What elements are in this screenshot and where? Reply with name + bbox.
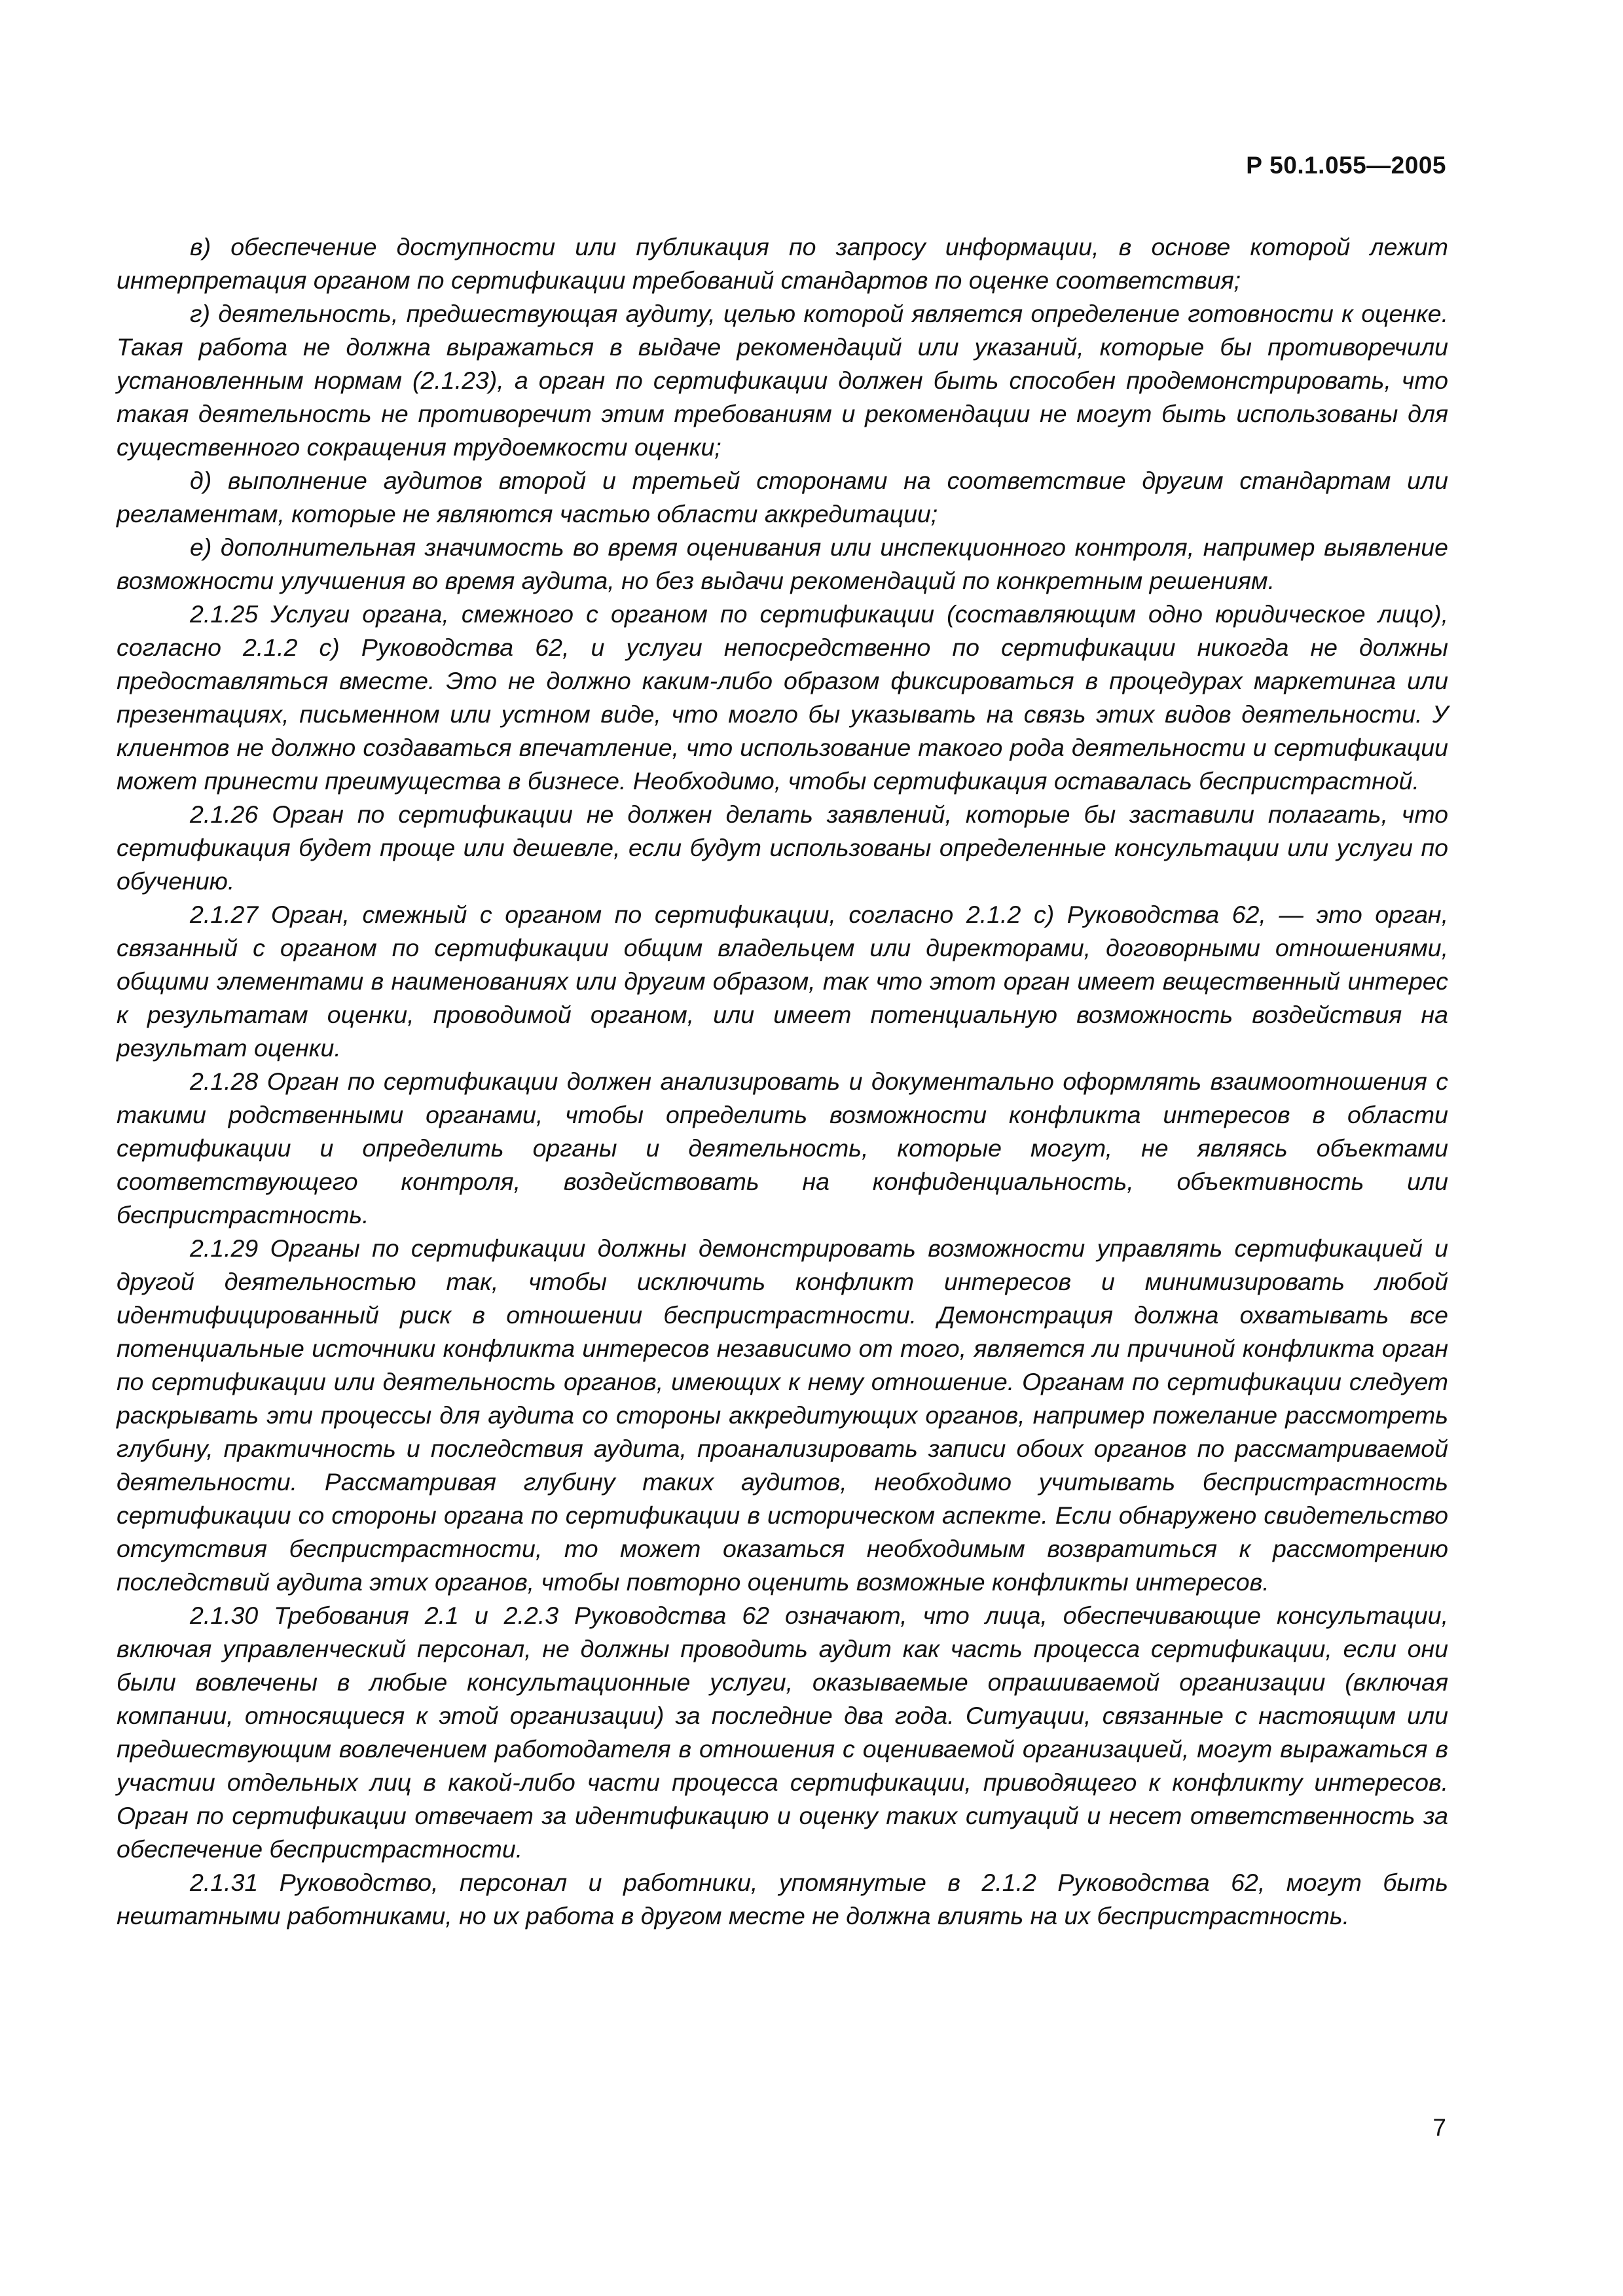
paragraph-2-1-26: 2.1.26 Орган по сертификации не должен делать заявлений, которые бы заставили полагать, что сертификация будет проще или дешевле, если будут использованы определенные консультации или услуги по обучению.: [117, 800, 1448, 895]
document-code: Р 50.1.055—2005: [1246, 152, 1446, 179]
paragraph-2-1-28: 2.1.28 Орган по сертификации должен анализировать и документально оформлять взаимоотношения с такими родственными органами, чтобы определить возможности конфликта интересов в области сертификации и определить органы и деятельность, которые могут, не являясь объектами соответствующего контроля, воздействовать на конфиденциальность, объективность или беспристрастность.: [117, 1067, 1448, 1229]
page-number: 7: [1432, 2114, 1446, 2141]
paragraph-2-1-29: 2.1.29 Органы по сертификации должны демонстрировать возможности управлять сертификацией и другой деятельностью так, чтобы исключить конфликт интересов и минимизировать любой идентифицированный риск в отношении беспристрастности. Демонстрация должна охватывать все потенциальные источники конфликта интересов независимо от того, является ли причиной конфликта орган по сертификации или деятельность органов, имеющих к нему отношение. Органам по сертификации следует раскрывать эти процессы для аудита со стороны аккредитующих органов, например пожелание рассмотреть глубину, практичность и последствия аудита, проанализировать записи обоих органов по рассматриваемой деятельности. Рассматривая глубину таких аудитов, необходимо учитывать беспристрастность сертификации со стороны органа по сертификации в историческом аспекте. Если обнаружено свидетельство отсутствия беспристрастности, то может оказаться необходимым возвратиться к рассмотрению последствий аудита этих органов, чтобы повторно оценить возможные конфликты интересов.: [117, 1234, 1448, 1596]
paragraph-item-v: в) обеспечение доступности или публикация по запросу информации, в основе которой лежит интерпретация органом по сертификации требований стандартов по оценке соответствия;: [117, 233, 1448, 294]
document-body: [117, 230, 1448, 1933]
paragraph-2-1-30: 2.1.30 Требования 2.1 и 2.2.3 Руководства 62 означают, что лица, обеспечивающие консультации, включая управленческий персонал, не должны проводить аудит как часть процесса сертификации, если они были вовлечены в любые консультационные услуги, оказываемые опрашиваемой организации (включая компании, относящиеся к этой организации) за последние два года. Ситуации, связанные с настоящим или предшествующим вовлечением работодателя в отношения с оцениваемой организацией, могут выражаться в участии отдельных лиц в какой-либо части процесса сертификации, приводящего к конфликту интересов. Орган по сертификации отвечает за идентификацию и оценку таких ситуаций и несет ответственность за обеспечение беспристрастности.: [117, 1602, 1448, 1863]
paragraph-2-1-27: 2.1.27 Орган, смежный с органом по сертификации, согласно 2.1.2 с) Руководства 62, — это орган, связанный с органом по сертификации общим владельцем или директорами, договорными отношениями, общими элементами в наименованиях или другим образом, так что этот орган имеет вещественный интерес к результатам оценки, проводимой органом, или имеет потенциальную возможность воздействия на результат оценки.: [117, 901, 1448, 1062]
paragraph-2-1-25: 2.1.25 Услуги органа, смежного с органом по сертификации (составляющим одно юридическое лицо), согласно 2.1.2 с) Руководства 62, и услуги непосредственно по сертификации никогда не должны предоставляться вместе. Это не должно каким-либо образом фиксироваться в процедурах маркетинга или презентациях, письменном или устном виде, что могло бы указывать на связь этих видов деятельности. У клиентов не должно создаваться впечатление, что использование такого рода деятельности и сертификации может принести преимущества в бизнесе. Необходимо, чтобы сертификация оставалась беспристрастной.: [117, 600, 1448, 795]
paragraph-item-g: г) деятельность, предшествующая аудиту, целью которой является определение готовности к оценке. Такая работа не должна выражаться в выдаче рекомендаций или указаний, которые бы противоречили установленным нормам (2.1.23), а орган по сертификации должен быть способен продемонстрировать, что такая деятельность не противоречит этим требованиям и рекомендации не могут быть использованы для существенного сокращения трудоемкости оценки;: [117, 300, 1448, 461]
paragraph-item-d: д) выполнение аудитов второй и третьей сторонами на соответствие другим стандартам или регламентам, которые не являются частью области аккредитации;: [117, 467, 1448, 528]
paragraph-item-e: е) дополнительная значимость во время оценивания или инспекционного контроля, например выявление возможности улучшения во время аудита, но без выдачи рекомендаций по конкретным решениям.: [117, 533, 1448, 594]
paragraph-2-1-31: 2.1.31 Руководство, персонал и работники, упомянутые в 2.1.2 Руководства 62, могут быть нештатными работниками, но их работа в другом месте не должна влиять на их беспристрастность.: [117, 1869, 1448, 1929]
